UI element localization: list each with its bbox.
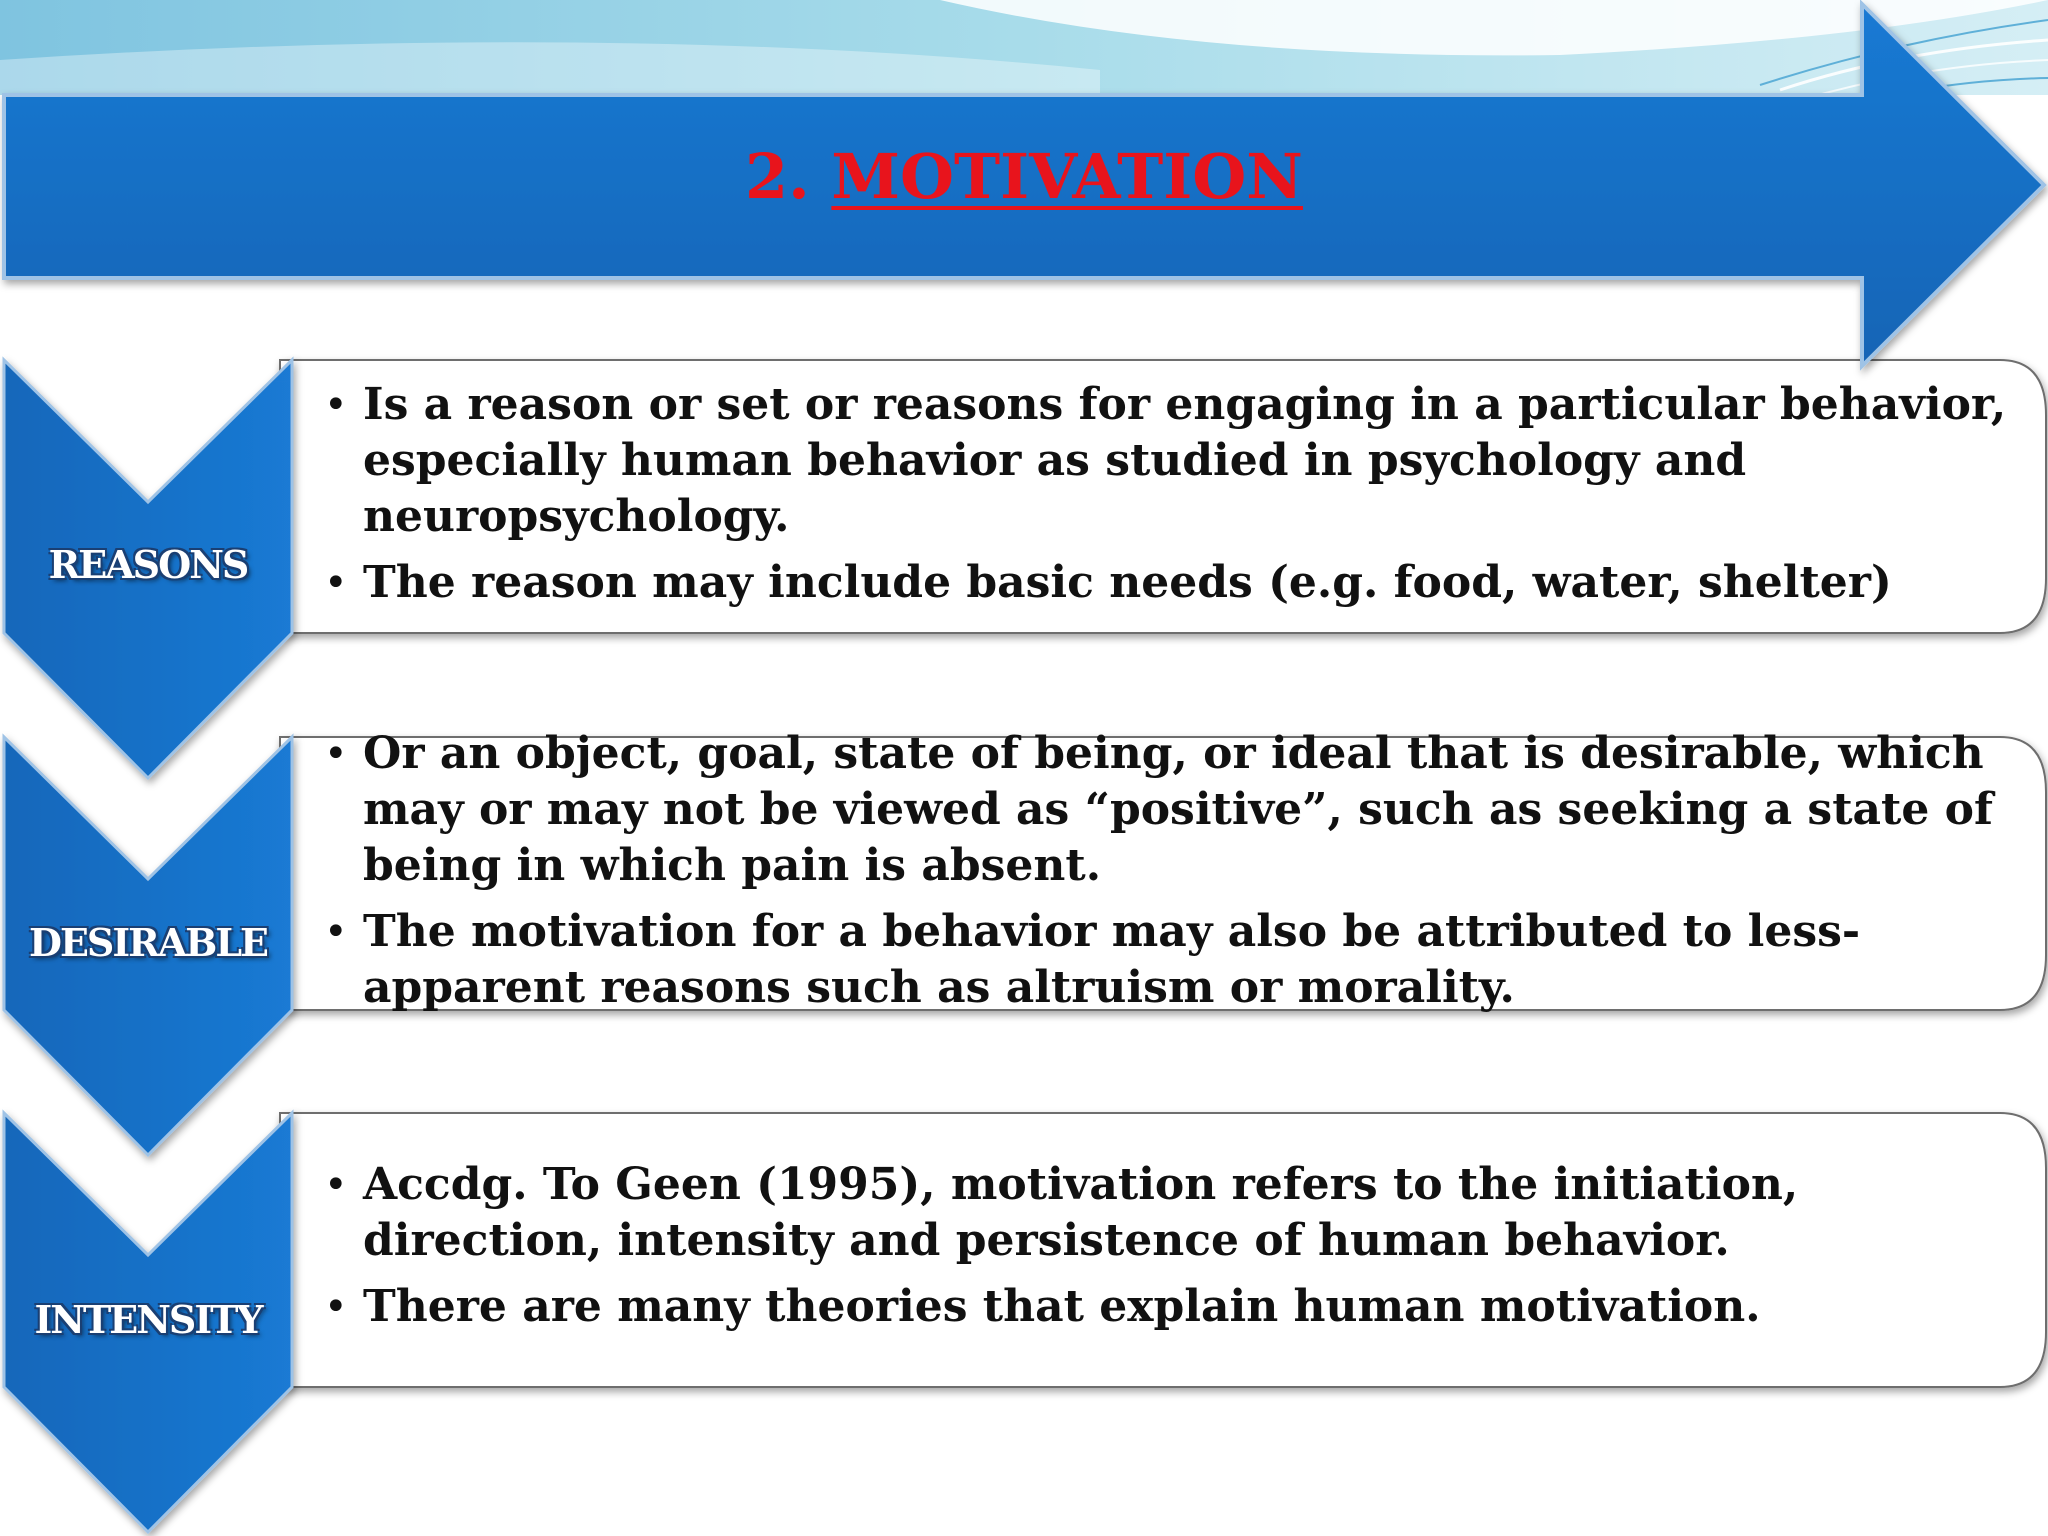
step-label-desirable: DESIRABLE	[29, 920, 267, 965]
step-content-intensity	[318, 1157, 2043, 1345]
bullet-item: • The motivation for a behavior may also be attributed to less-apparent reasons such as altruism or morality.	[318, 904, 2043, 1016]
title-word: MOTIVATION	[831, 140, 1303, 213]
step-label-intensity: INTENSITY	[34, 1297, 262, 1342]
bullet-item: • There are many theories that explain human motivation.	[318, 1279, 2043, 1335]
bullet-list	[318, 377, 2043, 611]
bullet-item: • Or an object, goal, state of being, or ideal that is desirable, which may or may not be viewed as “positive”, such as seeking a state of being in which pain is absent.	[318, 726, 2043, 894]
bullet-list	[318, 726, 2043, 1016]
step-content-reasons	[318, 377, 2043, 621]
bullet-item: • The reason may include basic needs (e.g. food, water, shelter)	[318, 555, 2043, 611]
step-content-desirable	[318, 726, 2043, 1026]
step-label-reasons: REASONS	[48, 542, 248, 587]
bullet-item: • Is a reason or set or reasons for engaging in a particular behavior, especially human behavior as studied in psychology and neuropsychology.	[318, 377, 2043, 545]
bullet-list	[318, 1157, 2043, 1335]
slide-title	[0, 140, 2048, 213]
title-number: 2.	[745, 140, 810, 213]
bullet-item: • Accdg. To Geen (1995), motivation refers to the initiation, direction, intensity and persistence of human behavior.	[318, 1157, 2043, 1269]
